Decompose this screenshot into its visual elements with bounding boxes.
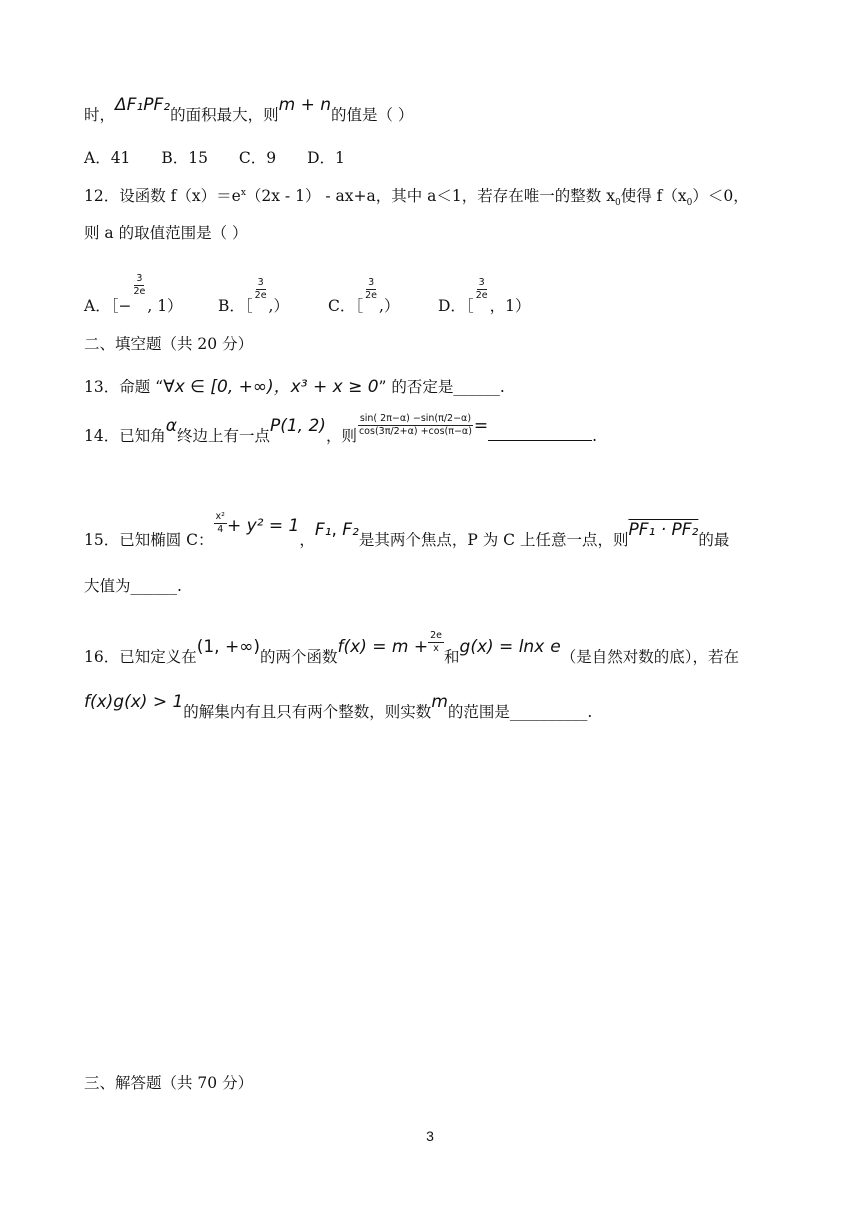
frac-num: 3 (136, 272, 143, 284)
q15-mid: 是其两个焦点，P 为 C 上任意一点，则 (358, 531, 629, 549)
trig-fraction (357, 413, 474, 438)
focus-f1: F₁ (314, 520, 332, 540)
q11-option-a: A．41 (84, 149, 131, 167)
frac-den: 2e (254, 289, 267, 301)
q15-prefix: 15．已知椭圆 C： (84, 531, 214, 549)
q11-option-d: D．1 (307, 149, 345, 167)
f-function: f(x) = m + (337, 637, 429, 657)
option-pre: ［ (465, 297, 474, 315)
f-frac-num: 2e (430, 629, 443, 641)
q14-suffix: . (592, 427, 598, 445)
q15-line2: 大值为______. (84, 577, 182, 595)
q13-formula: ∀x ∈ [0, +∞)，x³ + x ≥ 0 (163, 377, 379, 397)
q12-text-c: 使得 f（x (620, 187, 687, 205)
option-label: C． (328, 297, 356, 315)
q16-prefix: 16．已知定义在 (84, 648, 197, 666)
q12-text-b: （2x - 1） - ax+a，其中 a＜1，若存在唯一的整数 x (245, 187, 615, 205)
f-fraction (428, 630, 444, 655)
option-post: , 1） (147, 297, 183, 315)
option-post: ,） (379, 297, 400, 315)
q12-sub-0b: 0 (686, 198, 693, 209)
q12-sub-0: 0 (614, 198, 621, 209)
q12-text-d: ）＜0， (692, 187, 749, 205)
frac-den: 2e (133, 285, 146, 297)
fraction (474, 277, 490, 302)
ellipse-num: x² (215, 510, 225, 522)
q13-suffix: ” 的否定是______. (378, 378, 505, 396)
section-3-heading: 三、解答题（共 70 分） (84, 1074, 254, 1092)
option-label: A． (84, 297, 111, 315)
answer-blank (488, 426, 592, 441)
frac-den: 2e (365, 289, 378, 301)
vector-product: PF₁ · PF₂ (628, 520, 699, 540)
q13-prefix: 13．命题 “ (84, 378, 164, 396)
option-post: ,） (268, 297, 289, 315)
q11-option-c: C．9 (238, 149, 277, 167)
q12-option-a (84, 272, 183, 320)
q16-mid2: （是自然对数的底），若在 (560, 648, 739, 666)
alpha-symbol: α (165, 416, 177, 436)
q11-mid: 的面积最大，则 (170, 106, 279, 124)
q15-suffix: 的最 (698, 531, 730, 549)
g-function: g(x) = lnx (459, 637, 545, 657)
mn-formula: m + n (278, 95, 331, 115)
option-label: D． (438, 297, 466, 315)
f-frac-den: x (433, 642, 439, 654)
ellipse-fraction (214, 511, 227, 536)
option-pre: ［− (110, 297, 132, 315)
inequality-formula: f(x)g(x) > 1 (84, 692, 184, 712)
q13 (84, 372, 505, 397)
option-pre: ［ (355, 297, 364, 315)
option-pre: ［ (244, 297, 253, 315)
q12-option-c (328, 276, 400, 320)
q12-line1 (84, 184, 749, 208)
frac-num: 3 (368, 276, 375, 288)
fraction (253, 277, 269, 302)
q11-option-b: B．15 (161, 149, 208, 167)
q11-tail (84, 95, 414, 125)
page-number: 3 (426, 1128, 434, 1144)
equals-sign: = (473, 416, 489, 436)
option-post: ，1） (489, 297, 531, 315)
frac-den: 2e (475, 289, 488, 301)
q16-line1 (84, 629, 739, 671)
q14-mid2: ，则 (325, 427, 357, 445)
section-2-heading: 二、填空题（共 20 分） (84, 335, 254, 353)
q12-option-b (218, 276, 289, 320)
q16-text-b: 的范围是__________. (447, 703, 593, 721)
option-label: B． (218, 297, 245, 315)
triangle-formula: ΔF₁PF₂ (115, 95, 171, 115)
ellipse-den: 4 (217, 523, 224, 535)
q15-comma: ， (299, 531, 315, 549)
m-symbol: m (431, 692, 448, 712)
q11-prefix: 时， (84, 106, 116, 124)
q16-mid: 的两个函数 (260, 648, 338, 666)
q15-line1: 15．已知椭圆 C： $\frac{\text{x²}}{4}$ + y² = 1，F₁, F₂是其两个焦点，P 为 C 上任意一点，则PF₁ · PF₂的最 (84, 510, 730, 549)
fraction (131, 273, 147, 298)
ellipse-rest: + y² = 1 (226, 516, 300, 536)
point-formula: P(1, 2) (269, 416, 326, 436)
frac-num: 3 (478, 276, 485, 288)
trig-denominator: cos(3π/2+α) +cos(π−α) (358, 425, 472, 437)
trig-numerator: sin( 2π−α) −sin(π/2−α) (359, 412, 472, 424)
domain-interval: (1, +∞) (196, 637, 261, 657)
q12-text-a: 12．设函数 f（x）＝e (84, 187, 241, 205)
q16-line2 (84, 692, 593, 722)
q11-suffix: 的值是（ ） (331, 106, 414, 124)
q11-options (84, 146, 371, 168)
q16-text-a: 的解集内有且只有两个整数，则实数 (183, 703, 432, 721)
e-symbol: e (550, 637, 561, 657)
q12-option-d (438, 276, 531, 320)
q14-mid: 终边上有一点 (176, 427, 270, 445)
frac-num: 3 (257, 276, 264, 288)
q12-sup-x: x (240, 187, 246, 198)
focus-f2: F₂ (342, 520, 359, 540)
q14-prefix: 14．已知角 (84, 427, 166, 445)
fraction (363, 277, 379, 302)
q16-and: 和 (444, 648, 460, 666)
q12-line2: 则 a 的取值范围是（ ） (84, 224, 248, 242)
